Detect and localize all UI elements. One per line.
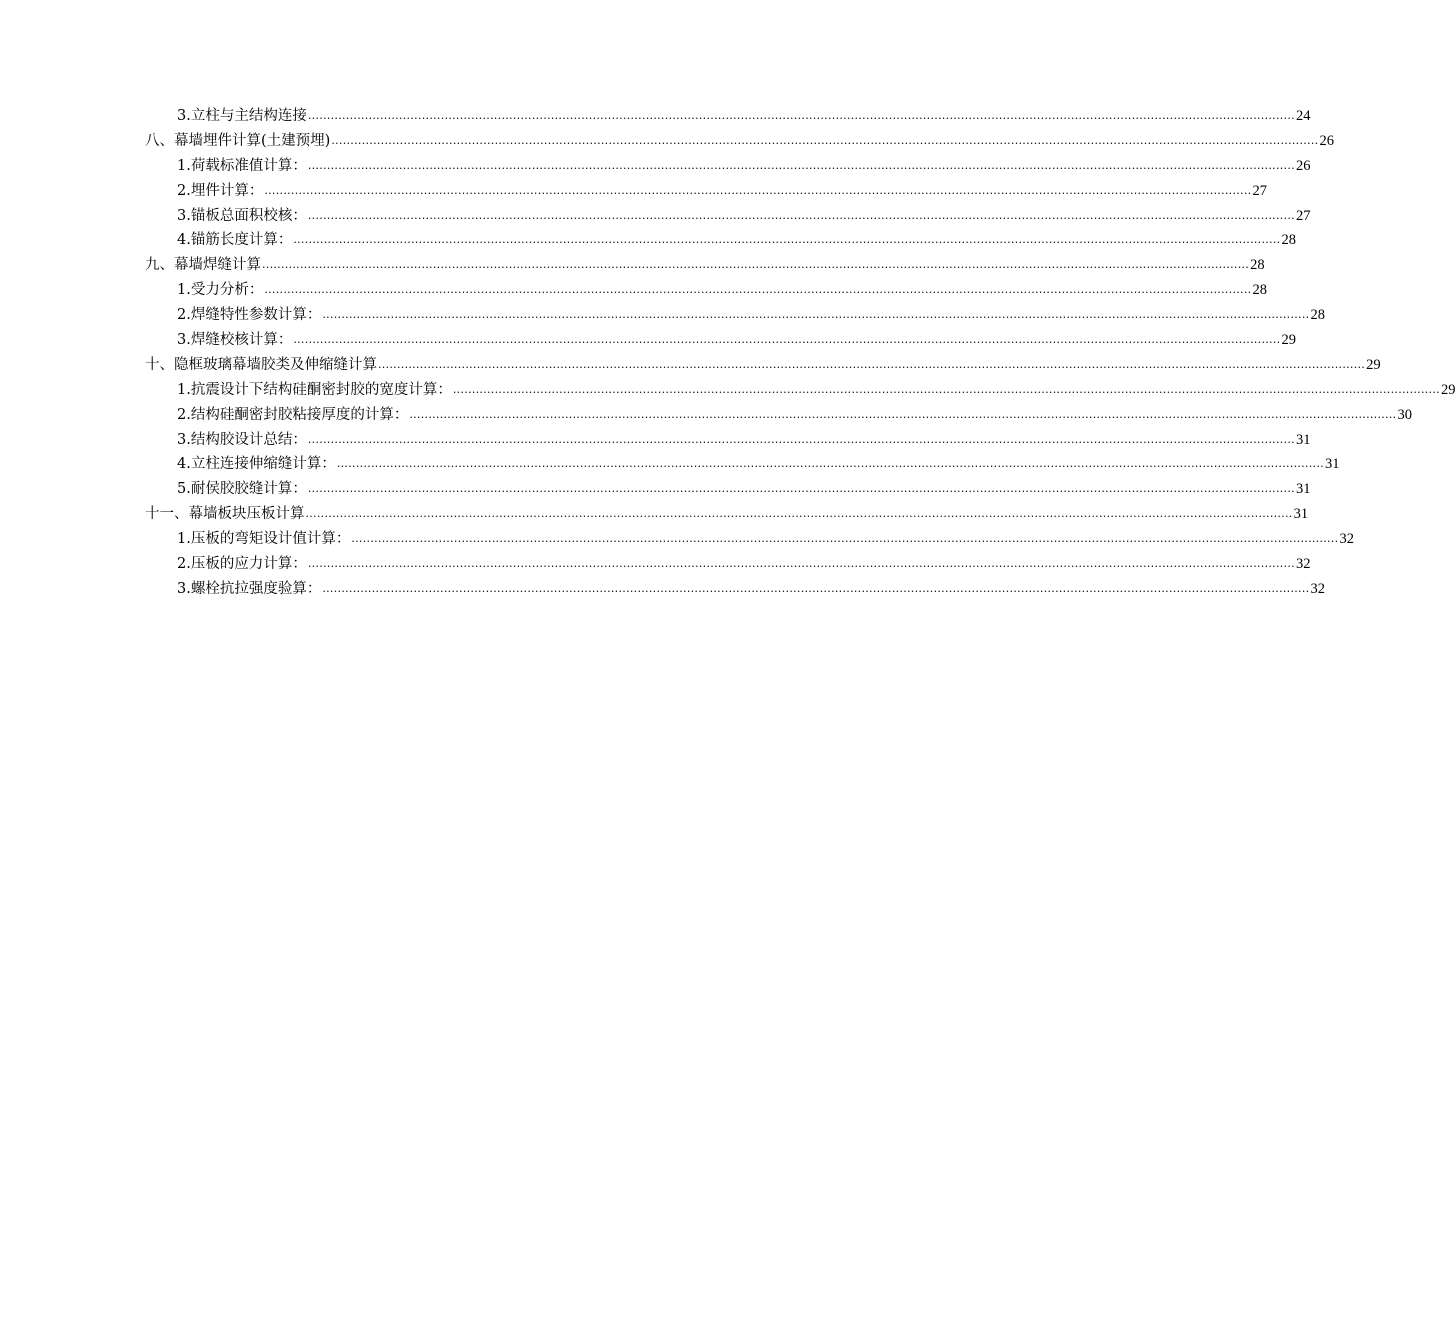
- toc-entry-title: 1.压板的弯矩设计值计算：: [177, 531, 351, 548]
- toc-entry-title: 2.埋件计算：: [177, 182, 264, 199]
- toc-entry[interactable]: [145, 502, 1309, 527]
- toc-leader-dots: ....................................................................................................................................................................................................................................................................: [307, 482, 1295, 496]
- toc-entry-title: 1.抗震设计下结构硅酮密封胶的宽度计算：: [177, 381, 452, 398]
- toc-entry-page: 27: [1295, 207, 1311, 224]
- toc-entry[interactable]: [145, 228, 1296, 253]
- toc-entry-title: 3.螺栓抗拉强度验算：: [177, 580, 322, 597]
- toc-leader-dots: ....................................................................................................................................................................................................................................................................: [307, 432, 1295, 446]
- toc-entry[interactable]: [145, 428, 1311, 453]
- toc-entry-page: 31: [1295, 431, 1311, 448]
- toc-entry-page: 29: [1281, 332, 1296, 348]
- toc-entry-page: 27: [1252, 182, 1267, 199]
- toc-entry-title: 3.锚板总面积校核：: [177, 207, 307, 224]
- toc-entry[interactable]: [145, 303, 1325, 328]
- toc-leader-dots: ....................................................................................................................................................................................................................................................................: [307, 158, 1295, 172]
- toc-entry[interactable]: [145, 104, 1311, 129]
- toc-entry-page: 29: [1440, 381, 1455, 398]
- toc-entry[interactable]: [145, 378, 1455, 403]
- toc-leader-dots: ....................................................................................................................................................................................................................................................................: [307, 108, 1295, 122]
- toc-entry-title: 3.焊缝校核计算：: [177, 332, 293, 348]
- toc-entry[interactable]: [145, 154, 1311, 179]
- toc-entry-page: 32: [1310, 580, 1325, 597]
- toc-leader-dots: ....................................................................................................................................................................................................................................................................: [307, 557, 1295, 571]
- toc-entry-page: 28: [1250, 257, 1265, 274]
- toc-entry-title: 1.受力分析：: [177, 282, 264, 299]
- toc-entry-page: 28: [1281, 232, 1296, 249]
- table-of-contents: [145, 104, 1455, 602]
- toc-entry-page: 26: [1319, 132, 1334, 149]
- toc-leader-dots: ....................................................................................................................................................................................................................................................................: [336, 457, 1324, 471]
- toc-leader-dots: ....................................................................................................................................................................................................................................................................: [264, 283, 1252, 297]
- toc-entry[interactable]: [145, 204, 1311, 229]
- toc-entry-page: 28: [1310, 307, 1325, 324]
- toc-entry[interactable]: [145, 527, 1354, 552]
- toc-leader-dots: ....................................................................................................................................................................................................................................................................: [409, 407, 1397, 421]
- toc-entry-title: 1.荷载标准值计算：: [177, 157, 307, 174]
- toc-entry-page: 32: [1295, 556, 1311, 573]
- toc-leader-dots: ....................................................................................................................................................................................................................................................................: [264, 183, 1252, 197]
- toc-entry-title: 3.结构胶设计总结：: [177, 431, 307, 448]
- toc-entry[interactable]: [145, 452, 1340, 477]
- toc-entry[interactable]: [145, 129, 1334, 154]
- toc-entry[interactable]: [145, 552, 1311, 577]
- toc-leader-dots: ....................................................................................................................................................................................................................................................................: [293, 333, 1281, 346]
- toc-entry[interactable]: [145, 253, 1265, 278]
- toc-leader-dots: ....................................................................................................................................................................................................................................................................: [293, 233, 1281, 247]
- toc-entry-title: 3.立柱与主结构连接: [177, 107, 307, 124]
- toc-entry[interactable]: [145, 179, 1267, 204]
- toc-entry-page: 31: [1295, 481, 1311, 498]
- toc-leader-dots: ....................................................................................................................................................................................................................................................................: [262, 258, 1250, 272]
- toc-entry[interactable]: [145, 577, 1325, 602]
- toc-leader-dots: ....................................................................................................................................................................................................................................................................: [322, 581, 1310, 595]
- toc-entry-page: 30: [1397, 406, 1412, 423]
- toc-entry-page: 31: [1293, 506, 1309, 523]
- toc-entry-page: 24: [1295, 107, 1311, 124]
- toc-entry[interactable]: [145, 328, 1296, 353]
- toc-entry-title: 2.焊缝特性参数计算：: [177, 307, 322, 324]
- toc-entry-page: 28: [1252, 282, 1267, 299]
- toc-entry-title: 4.立柱连接伸缩缝计算：: [177, 456, 336, 473]
- toc-entry[interactable]: [145, 403, 1412, 428]
- toc-leader-dots: ....................................................................................................................................................................................................................................................................: [351, 532, 1339, 546]
- toc-entry-title: 九、幕墙焊缝计算: [145, 257, 261, 274]
- toc-leader-dots: ....................................................................................................................................................................................................................................................................: [307, 208, 1295, 222]
- toc-leader-dots: ....................................................................................................................................................................................................................................................................: [322, 308, 1310, 322]
- toc-entry-title: 2.压板的应力计算：: [177, 556, 307, 573]
- toc-entry[interactable]: [145, 278, 1267, 303]
- toc-entry-title: 十一、幕墙板块压板计算: [145, 506, 305, 523]
- toc-entry-title: 2.结构硅酮密封胶粘接厚度的计算：: [177, 406, 409, 423]
- toc-entry-title: 5.耐侯胶胶缝计算：: [177, 481, 307, 498]
- toc-entry[interactable]: [145, 353, 1381, 378]
- toc-entry-title: 4.锚筋长度计算：: [177, 232, 293, 249]
- toc-entry-page: 32: [1339, 531, 1354, 548]
- toc-leader-dots: ....................................................................................................................................................................................................................................................................: [305, 507, 1293, 521]
- toc-leader-dots: ....................................................................................................................................................................................................................................................................: [452, 382, 1440, 396]
- toc-entry[interactable]: [145, 477, 1311, 502]
- toc-entry-page: 26: [1295, 157, 1311, 174]
- toc-entry-title: 十、隐框玻璃幕墙胶类及伸缩缝计算: [145, 356, 377, 373]
- toc-leader-dots: ....................................................................................................................................................................................................................................................................: [331, 133, 1319, 147]
- toc-entry-page: 31: [1324, 456, 1340, 473]
- toc-entry-page: 29: [1366, 356, 1381, 373]
- toc-entry-title: 八、幕墙埋件计算(土建预埋): [145, 132, 331, 149]
- toc-leader-dots: ....................................................................................................................................................................................................................................................................: [378, 357, 1366, 371]
